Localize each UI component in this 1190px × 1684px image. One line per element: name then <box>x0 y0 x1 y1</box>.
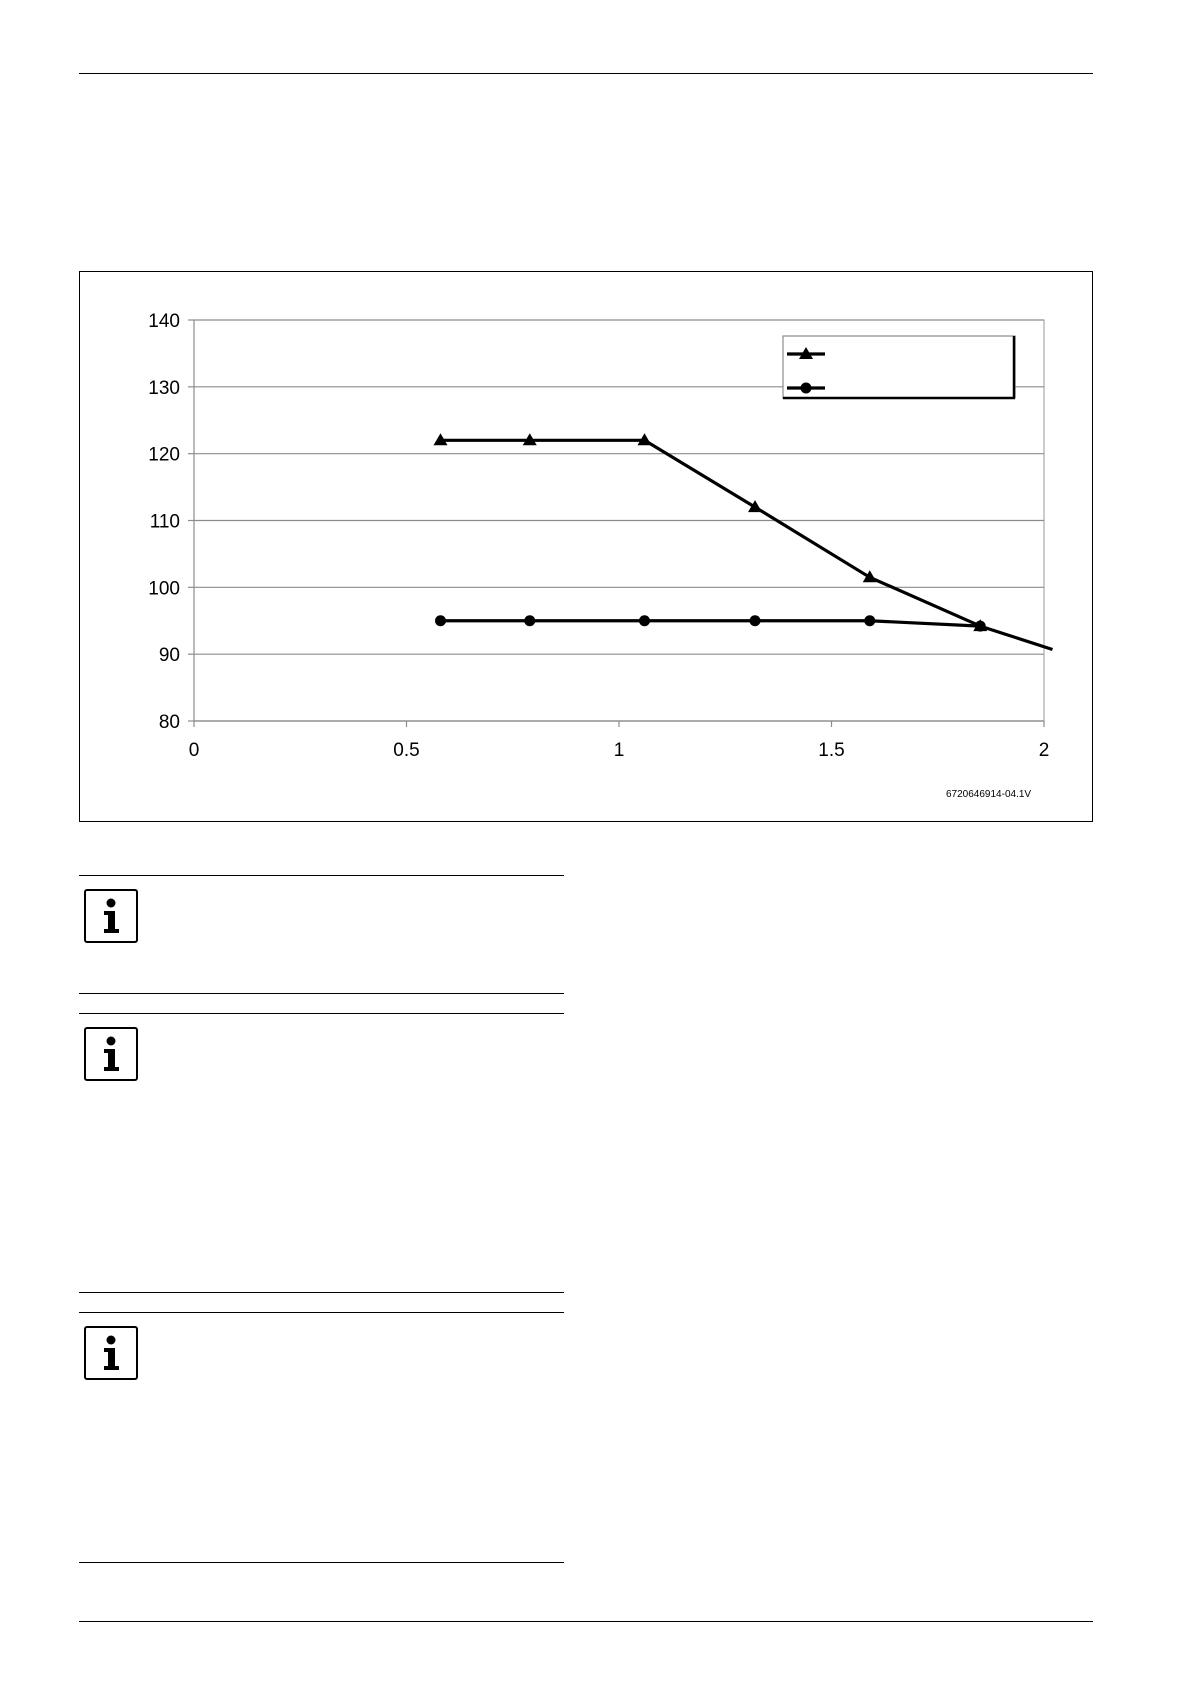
data-point <box>639 615 650 626</box>
x-tick-label: 0.5 <box>393 740 420 761</box>
info-icon <box>84 1027 138 1081</box>
note-2-top-rule <box>79 1013 564 1014</box>
y-tick-label: 130 <box>148 377 180 399</box>
y-tick-label: 90 <box>158 645 180 667</box>
note-2-bottom-rule <box>79 1292 564 1293</box>
x-tick-label: 1.5 <box>818 740 845 761</box>
data-point <box>435 615 446 626</box>
header-rule <box>79 73 1093 74</box>
figure-id: 6720646914-04.1V <box>946 789 1032 800</box>
x-tick-label: 2 <box>1038 740 1050 761</box>
x-tick-labels <box>189 740 1050 761</box>
y-tick-label: 80 <box>158 712 180 733</box>
data-point <box>975 621 986 632</box>
y-tick-labels <box>148 311 180 733</box>
info-icon <box>84 1326 138 1380</box>
note-3-top-rule <box>79 1312 564 1313</box>
y-tick-label: 120 <box>148 444 180 466</box>
legend <box>783 336 1015 398</box>
x-tick-label: 0 <box>188 740 200 761</box>
data-point <box>864 615 875 626</box>
x-tick-label: 1 <box>613 740 625 761</box>
footer-rule <box>79 1621 1093 1622</box>
legend-series-2-marker <box>801 383 812 394</box>
y-tick-label: 110 <box>149 511 180 533</box>
line-chart <box>80 272 1092 821</box>
chart-figure <box>79 271 1093 822</box>
info-icon <box>84 889 138 943</box>
note-1-top-rule <box>79 875 564 876</box>
note-3-bottom-rule <box>79 1562 564 1563</box>
note-1-bottom-rule <box>79 993 564 994</box>
data-point <box>524 615 535 626</box>
y-tick-label: 140 <box>148 311 180 332</box>
data-point <box>750 615 761 626</box>
y-tick-label: 100 <box>148 578 180 600</box>
